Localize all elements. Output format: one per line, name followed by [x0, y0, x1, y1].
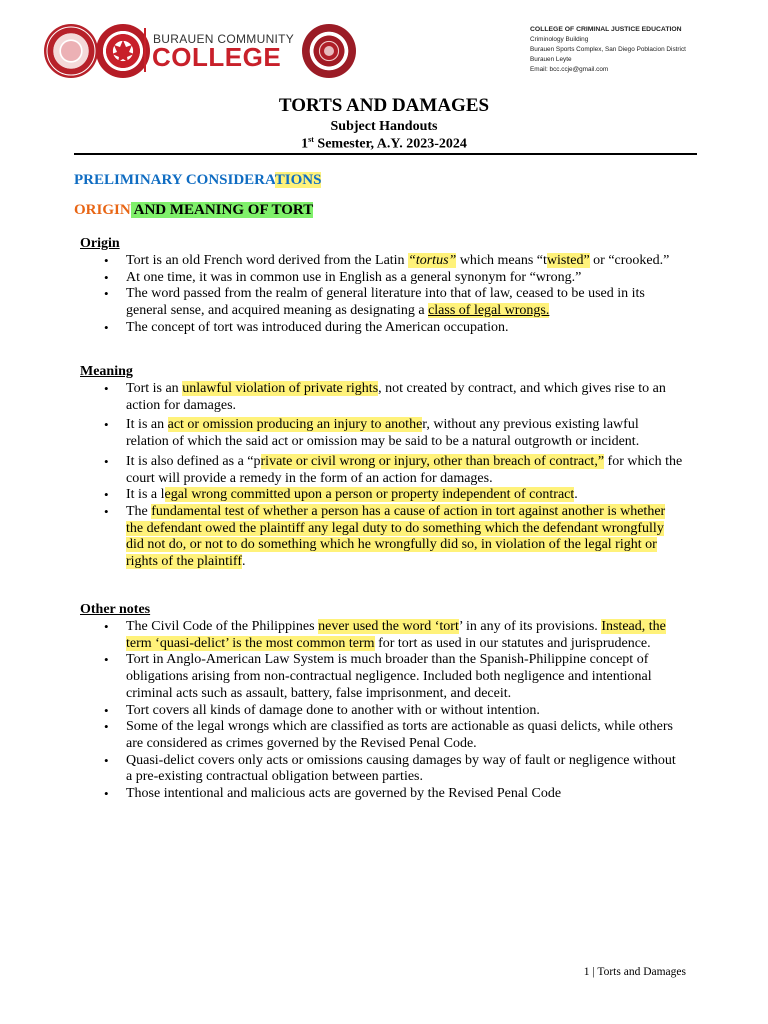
college-name-top: BURAUEN COMMUNITY: [153, 32, 295, 46]
list-text: , not created by contract, and which gives rise to an action for damages.: [126, 381, 666, 413]
list-text: or “crooked.”: [589, 253, 670, 268]
list-item: [104, 320, 684, 337]
list-item: [104, 719, 684, 752]
info-line: Burauen Leyte: [530, 56, 572, 63]
college-name-main: COLLEGE: [152, 42, 282, 72]
list-text: Tort covers all kinds of damage done to another with or without intention.: [126, 702, 540, 718]
list-text: At one time, it was in common use in English as a general synonym for “wrong.”: [126, 269, 582, 285]
title-rule: [74, 153, 697, 155]
highlighted-text: fundamental test of whether a person has a cause of action in tort against another is whether the defendant owed the plaintiff any legal duty to do something which the defendant wrongfully did not do, or not to do something which he wrongfully did so, in violation of the legal right or rights of the plaintiff: [126, 503, 666, 570]
document-title: TORTS AND DAMAGES: [278, 95, 490, 116]
list-text: for tort as used in our statutes and jurisprudence.: [374, 635, 651, 651]
subheading-origin: Origin: [80, 236, 120, 251]
list-item: [104, 286, 684, 319]
highlighted-text: TIONS: [274, 172, 322, 188]
list-text: The word passed from the realm of general literature into that of law, ceased to be used in its general sense, and acquired meaning as designating a: [126, 286, 645, 319]
list-text: The: [126, 503, 152, 519]
list-text: which means “t: [456, 253, 547, 268]
highlighted-text: act or omission producing an injury to anothe: [167, 417, 423, 433]
list-text: It is also defined as a “p: [126, 453, 261, 469]
list-text: for which the court will provide a remedy in the form of an action for damages.: [126, 453, 683, 486]
list-text: The Civil Code of the Philippines: [126, 619, 319, 634]
info-email: Email: bcc.ccje@gmail.com: [530, 66, 609, 73]
semester-number: 1: [301, 136, 309, 152]
highlighted-text: “tortus”: [408, 253, 457, 268]
list-item: [104, 253, 684, 270]
contact-info: [530, 25, 686, 75]
section-text: PRELIMINARY CONSIDERA: [74, 172, 275, 188]
subheading-other-notes: Other notes: [80, 602, 151, 617]
highlighted-text: AND MEANING OF TORT: [130, 202, 314, 218]
list-text: Tort is an old French word derived from the Latin: [126, 253, 409, 268]
letterhead: [0, 0, 768, 90]
document-subtitle: Subject Handouts: [330, 119, 438, 134]
list-item: [104, 786, 684, 803]
highlighted-text: never used the word ‘tort: [318, 619, 459, 634]
list-text: Tort is an: [126, 381, 183, 396]
list-item: [104, 619, 684, 652]
list-item: [104, 417, 684, 450]
highlighted-text: rivate or civil wrong or injury, other than breach of contract,”: [260, 453, 605, 469]
seal-icon: [44, 24, 98, 78]
highlighted-text: wisted”: [546, 253, 590, 268]
list-text: The concept of tort was introduced during the American occupation.: [126, 319, 509, 335]
semester-text: Semester, A.Y. 2023-2024: [313, 136, 467, 152]
info-line: Burauen Sports Complex, San Diego Poblacion District: [530, 46, 686, 53]
department-title: COLLEGE OF CRIMINAL JUSTICE EDUCATION: [530, 26, 682, 33]
list-text: .: [242, 554, 246, 570]
origin-list: [104, 253, 684, 337]
highlighted-text: Instead, the term ‘quasi-delict’ is the most common term: [126, 619, 666, 651]
list-item: [104, 703, 684, 720]
list-item: [104, 753, 684, 786]
header-divider: [144, 28, 146, 72]
highlighted-text: unlawful violation of private rights: [182, 381, 379, 396]
list-text: ’ in any of its provisions.: [458, 619, 602, 634]
list-item: [104, 504, 684, 571]
other-notes-list: [104, 619, 684, 803]
maple-seal-icon: [96, 24, 150, 78]
subheading-meaning: Meaning: [80, 364, 133, 379]
list-text: Those intentional and malicious acts are governed by the Revised Penal Code: [126, 786, 562, 802]
section-heading-origin-meaning: [74, 202, 313, 219]
highlighted-text: egal wrong committed upon a person or property independent of contract: [164, 487, 575, 503]
list-text: Some of the legal wrongs which are classified as torts are actionable as quasi delicts, while others are considered as crimes governed by the Revised Penal Code.: [126, 719, 673, 751]
list-item: [104, 381, 684, 414]
highlighted-text: class of legal wrongs.: [428, 303, 550, 319]
list-text: Tort in Anglo-American Law System is much broader than the Spanish-Philippine concept of obligations arising from non-contractual negligence. Included both negligence and intentional criminal acts such as assault, battery, false imprisonment, and deceit.: [126, 652, 652, 701]
list-item: [104, 652, 684, 702]
list-item: [104, 270, 684, 287]
page-footer: 1 | Torts and Damages: [583, 966, 686, 978]
list-item: [104, 454, 684, 487]
section-heading-preliminary: [74, 172, 321, 189]
section-text: ORIGIN: [74, 202, 131, 218]
semester-line: [0, 135, 768, 153]
list-text: It is a l: [126, 487, 165, 503]
list-text: .: [574, 487, 578, 503]
list-text: It is an: [126, 417, 168, 433]
semester-suffix: st: [308, 135, 314, 144]
list-text: Quasi-delict covers only acts or omissions causing damages by way of fault or negligence without a pre-existing contractual obligation between parties.: [126, 752, 676, 785]
info-line: Criminology Building: [530, 36, 589, 43]
department-seal-icon: [302, 24, 356, 78]
list-text: r, without any previous existing lawful relation of which the said act or omission may be said to be a natural outgrowth or incident.: [126, 417, 640, 450]
meaning-list: [104, 381, 684, 571]
list-item: [104, 487, 684, 504]
